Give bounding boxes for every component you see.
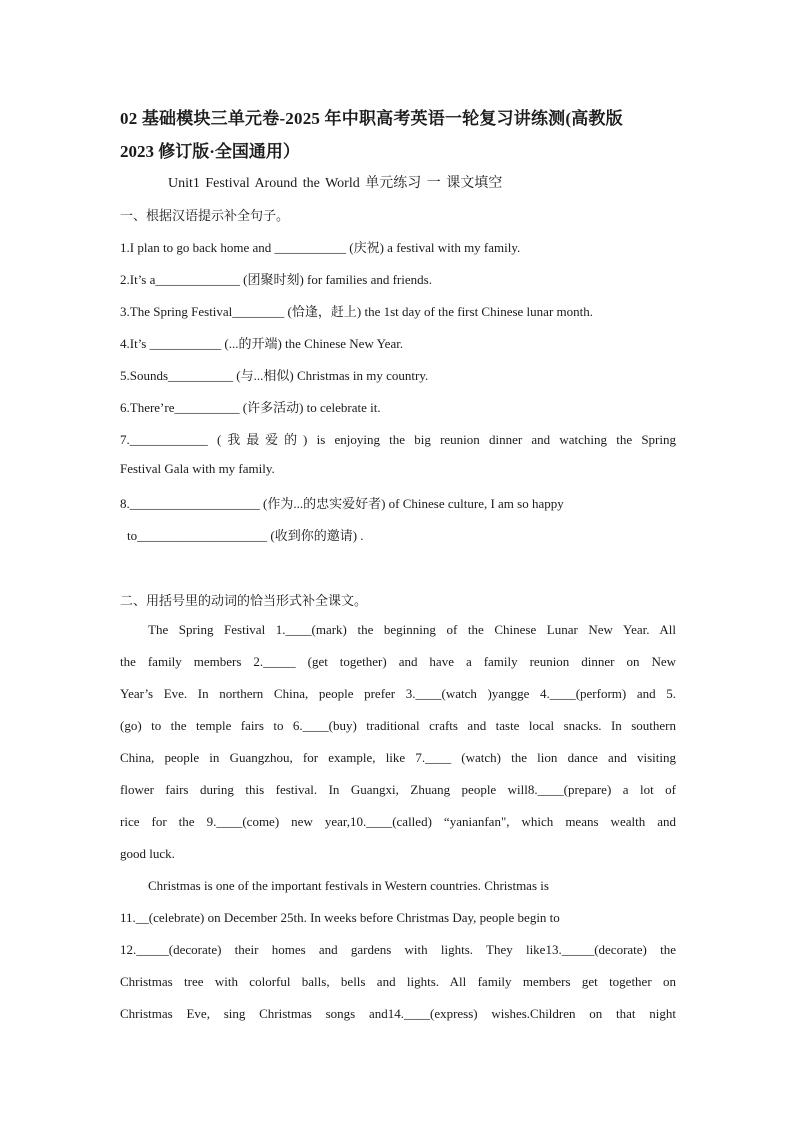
passage-line: 11.__(celebrate) on December 25th. In weeks before Christmas Day, people begin to bbox=[120, 910, 560, 925]
exercise-line: 3.The Spring Festival________ (恰逢，赶上) the 1st day of the first Chinese lunar month. bbox=[120, 304, 593, 319]
exercise-line: 5.Sounds__________ (与...相似) Christmas in my country. bbox=[120, 368, 429, 383]
exercise-line: 8.____________________ (作为...的忠实爱好者) of Chinese culture, I am so happy bbox=[120, 496, 564, 511]
passage-line: Christmas Eve, sing Christmas songs and14.____(express) wishes.Children on that night bbox=[120, 1006, 676, 1021]
unit-subtitle: Unit1 Festival Around the World 单元练习 一 课文填空 bbox=[168, 176, 503, 191]
exercise-line: 6.There’re__________ (许多活动) to celebrate it. bbox=[120, 400, 381, 415]
section2-heading: 二、用括号里的动词的恰当形式补全课文。 bbox=[120, 593, 368, 608]
section1-heading: 一、根据汉语提示补全句子。 bbox=[120, 208, 290, 223]
exercise-line: 4.It’s ___________ (...的开端) the Chinese New Year. bbox=[120, 336, 404, 351]
exercise-line: 2.It’s a_____________ (团聚时刻) for families and friends. bbox=[120, 272, 432, 287]
passage-line: flower fairs during this festival. In Guangxi, Zhuang people will8.____(prepare) a lot of bbox=[120, 782, 676, 797]
passage-line: the family members 2._____ (get together) and have a family reunion dinner on New bbox=[120, 654, 676, 669]
passage-line: Christmas tree with colorful balls, bells and lights. All family members get together on bbox=[120, 974, 676, 989]
passage-line: rice for the 9.____(come) new year,10.____(called) “yanianfan", which means wealth and bbox=[120, 814, 676, 829]
document-title-line-1: 02 基础模块三单元卷-2025 年中职高考英语一轮复习讲练测(高教版 bbox=[120, 109, 623, 128]
exercise-line: 1.I plan to go back home and ___________ (庆祝) a festival with my family. bbox=[120, 240, 521, 255]
passage-line: (go) to the temple fairs to 6.____(buy) traditional crafts and taste local snacks. In southern bbox=[120, 718, 676, 733]
passage-line: The Spring Festival 1.____(mark) the beginning of the Chinese Lunar New Year. All bbox=[148, 622, 676, 637]
passage-line: Christmas is one of the important festivals in Western countries. Christmas is bbox=[148, 878, 549, 893]
passage-line: Year’s Eve. In northern China, people prefer 3.____(watch )yangge 4.____(perform) and 5. bbox=[120, 686, 676, 701]
exercise-line-continued: Festival Gala with my family. bbox=[120, 461, 275, 476]
exercise-line-continued: to____________________ (收到你的邀请) . bbox=[127, 528, 364, 543]
passage-line: 12._____(decorate) their homes and gardens with lights. They like13._____(decorate) the bbox=[120, 942, 676, 957]
passage-line: China, people in Guangzhou, for example, like 7.____ (watch) the lion dance and visiting bbox=[120, 750, 676, 765]
passage-line: good luck. bbox=[120, 846, 175, 861]
document-title-line-2: 2023 修订版·全国通用） bbox=[120, 142, 300, 161]
exercise-line: 7.____________ (我最爱的) is enjoying the big reunion dinner and watching the Spring bbox=[120, 432, 676, 447]
